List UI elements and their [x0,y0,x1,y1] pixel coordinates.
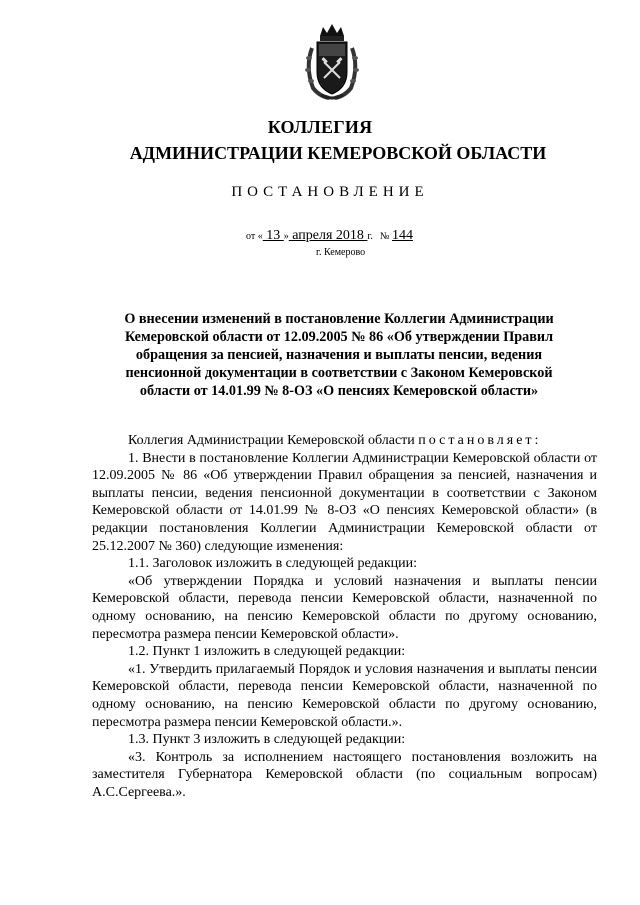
document-type: ПОСТАНОВЛЕНИЕ [231,184,429,200]
paragraph-1-1-text: «Об утверждении Порядка и условий назначения и выплаты пенсии Кемеровской области, перевода пенсии Кемеровской области, назначенной по одному основанию, на пенсию Кемеровской области по другому основанию, пересмотра размера пенсии Кемеровской области». [92,573,597,642]
paragraph-1-1: 1.1. Заголовок изложить в следующей редакции: [128,556,418,572]
date-prefix: от « [246,231,263,242]
paragraph-1: 1. Внести в постановление Коллегии Администрации Кемеровской области от 12.09.2005 № 86 «Об утверждении Правил обращения за пенсией, назначения и выплаты пенсии, ведения пенсионной документации в соответствии с Законом Кемеровской области от 14.01.99 № 8-ОЗ «О пенсиях Кемеровской области» (в редакции постановления Коллегии Администрации Кемеровской области от 25.12.2007 № 360) следующие изменения: [92,450,597,554]
intro-verb: постановляет: [418,433,542,448]
paragraph-1-2: 1.2. Пункт 1 изложить в следующей редакции: [128,644,406,660]
org-name-line2: АДМИНИСТРАЦИИ КЕМЕРОВСКОЙ ОБЛАСТИ [129,143,547,163]
document-number: 144 [391,228,413,243]
paragraph-1-2-text: «1. Утвердить прилагаемый Порядок и условия назначения и выплаты пенсии Кемеровской области, перевода пенсии Кемеровской области, назначенной по одному основанию, на пенсию Кемеровской области по другому основанию, пересмотра размера пенсии Кемеровской области.». [92,661,597,730]
title-line: обращения за пенсией, назначения и выплаты пенсии, ведения [135,347,543,363]
date-day: 13 [262,228,284,243]
date-month-year: апреля 2018 [288,228,368,243]
intro-prefix: Коллегия Администрации Кемеровской области [128,433,419,448]
title-line: О внесении изменений в постановление Коллегии Администрации [124,311,554,327]
date-line [246,228,413,244]
title-line: Кемеровской области от 12.09.2005 № 86 «Об утверждении Правил [124,329,554,345]
title-line: области от 14.01.99 № 8-ОЗ «О пенсиях Кемеровской области» [139,383,539,399]
org-name-line1: КОЛЛЕГИЯ [267,117,373,137]
document-title [100,310,578,400]
date-mid: » [283,231,289,242]
paragraph-1-3-text: «3. Контроль за исполнением настоящего постановления возложить на заместителя Губернатора Кемеровской области (по социальным вопросам) А.С.Сергеева.». [92,749,597,800]
paragraph-1-3: 1.3. Пункт 3 изложить в следующей редакции: [128,732,406,748]
coat-of-arms-icon [303,22,361,102]
document-body [92,432,597,801]
number-label: № [379,231,392,242]
title-line: пенсионной документации в соответствии с Законом Кемеровской [125,365,553,381]
city: г. Кемерово [316,247,366,258]
date-year-suffix: г. [367,231,373,242]
intro-paragraph [92,432,597,450]
